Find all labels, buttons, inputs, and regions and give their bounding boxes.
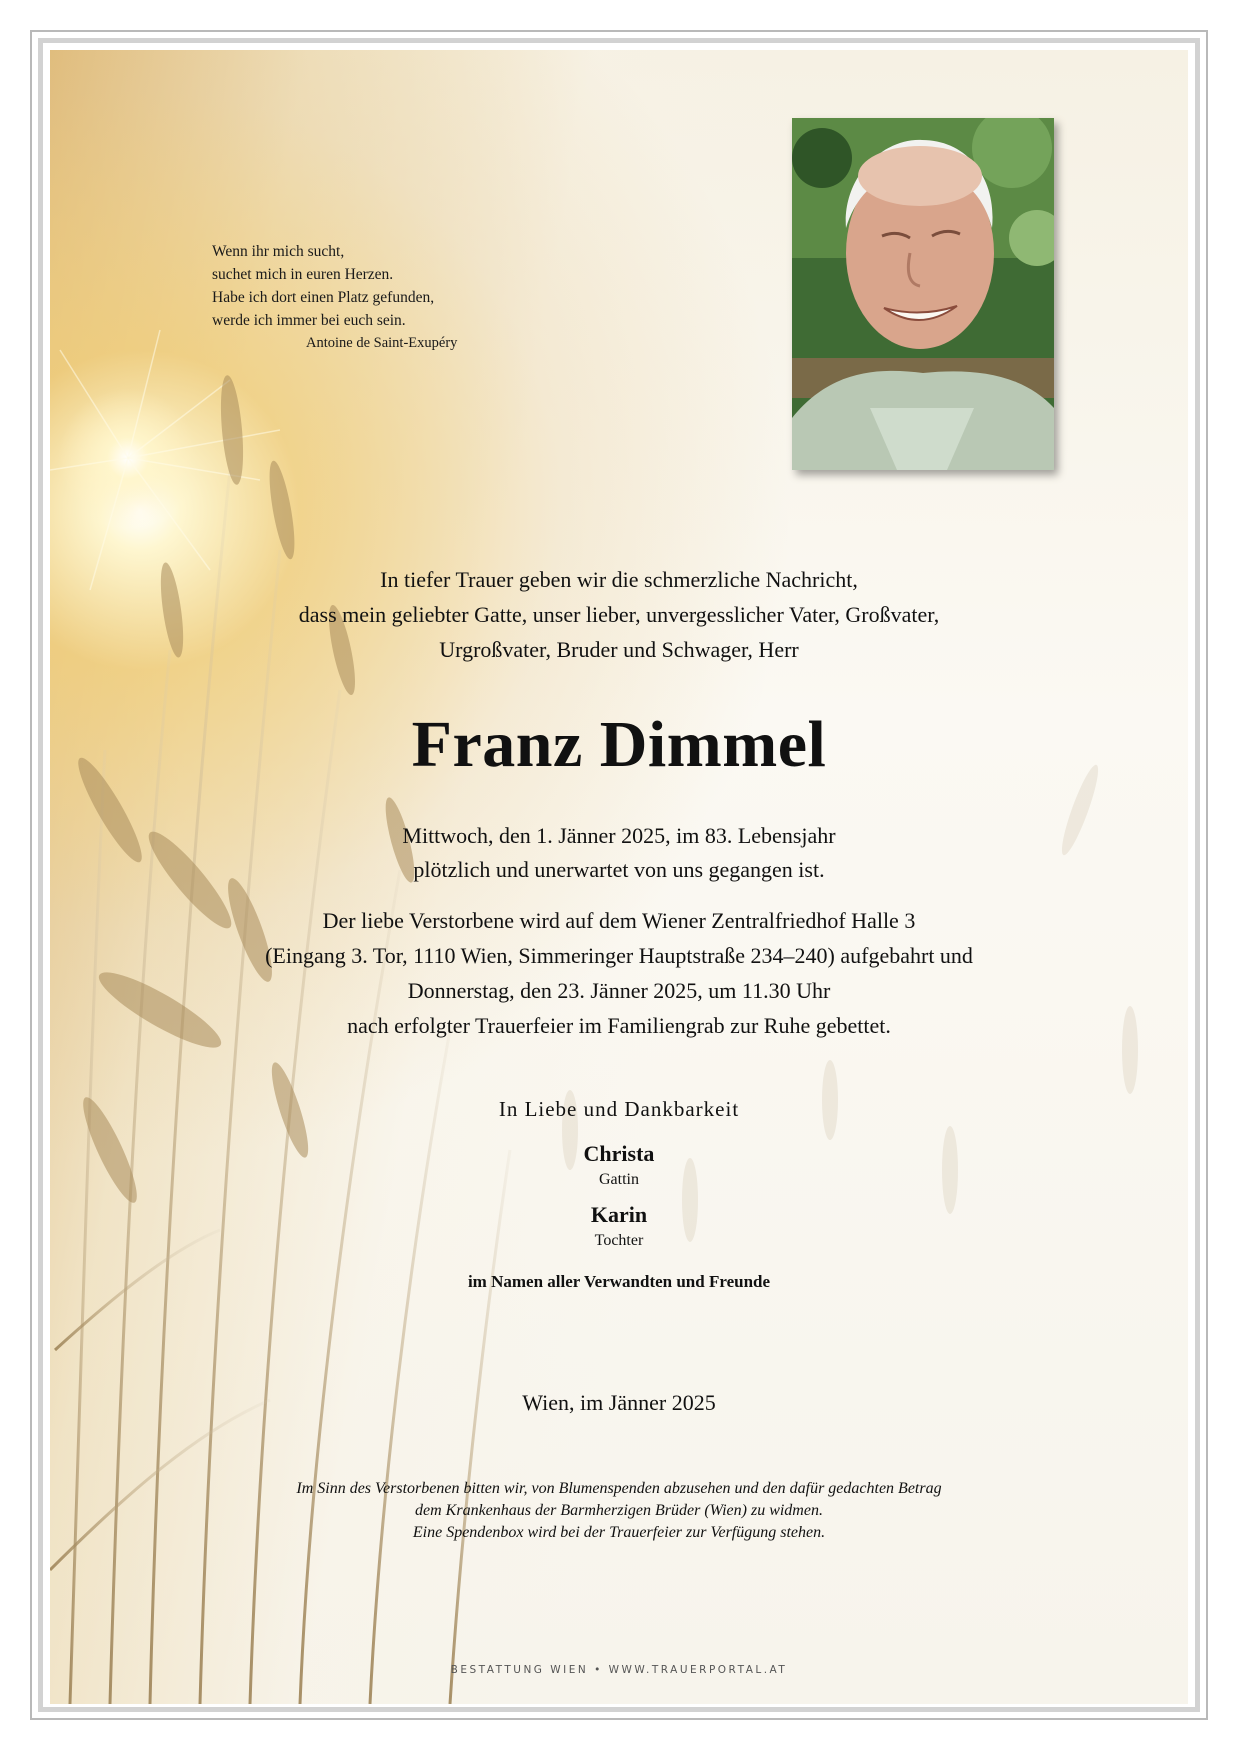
mourner-relation: Gattin	[599, 1171, 639, 1188]
mourner-name: Christa	[583, 1141, 655, 1166]
portrait-photo	[792, 118, 1054, 470]
funeral-line: Der liebe Verstorbene wird auf dem Wiener Zentralfriedhof Halle 3	[322, 908, 916, 933]
donation-note	[50, 1478, 1188, 1544]
donation-line: Eine Spendenbox wird bei der Trauerfeier zur Verfügung stehen.	[412, 1524, 826, 1541]
mourner-name: Karin	[590, 1202, 648, 1227]
death-line: plötzlich und unerwartet von uns gegangen ist.	[413, 857, 825, 882]
death-line: Mittwoch, den 1. Jänner 2025, im 83. Lebensjahr	[402, 823, 836, 848]
quote-line: Habe ich dort einen Platz gefunden,	[212, 289, 435, 306]
intro-line: Urgroßvater, Bruder und Schwager, Herr	[439, 637, 799, 662]
thanks-line: In Liebe und Dankbarkeit	[498, 1097, 740, 1121]
deceased-name: Franz Dimmel	[411, 708, 827, 781]
intro-text	[50, 562, 1188, 667]
funeral-details	[50, 903, 1188, 1043]
place-date: Wien, im Jänner 2025	[522, 1390, 716, 1415]
death-notice	[50, 819, 1188, 887]
funeral-line: nach erfolgter Trauerfeier im Familiengrab zur Ruhe gebettet.	[347, 1013, 891, 1038]
donation-line: Im Sinn des Verstorbenen bitten wir, von Blumenspenden abzusehen und den dafür gedachten Betrag	[296, 1480, 942, 1497]
quote-line: werde ich immer bei euch sein.	[212, 312, 406, 329]
quote-block	[212, 240, 512, 355]
quote-line: suchet mich in euren Herzen.	[212, 266, 394, 283]
quote-author: Antoine de Saint-Exupéry	[306, 335, 458, 351]
obituary-card	[50, 50, 1188, 1704]
mourner-relation: Tochter	[594, 1232, 644, 1249]
relatives-line: im Namen aller Verwandten und Freunde	[467, 1272, 771, 1291]
intro-line: dass mein geliebter Gatte, unser lieber, unvergesslicher Vater, Großvater,	[298, 602, 940, 627]
quote-line: Wenn ihr mich sucht,	[212, 243, 345, 260]
footer-credit: BESTATTUNG WIEN • WWW.TRAUERPORTAL.AT	[450, 1664, 788, 1676]
donation-line: dem Krankenhaus der Barmherzigen Brüder (Wien) zu widmen.	[415, 1502, 823, 1519]
funeral-line: (Eingang 3. Tor, 1110 Wien, Simmeringer Hauptstraße 234–240) aufgebahrt und	[265, 943, 973, 968]
intro-line: In tiefer Trauer geben wir die schmerzliche Nachricht,	[380, 567, 858, 592]
funeral-line: Donnerstag, den 23. Jänner 2025, um 11.30 Uhr	[407, 978, 831, 1003]
